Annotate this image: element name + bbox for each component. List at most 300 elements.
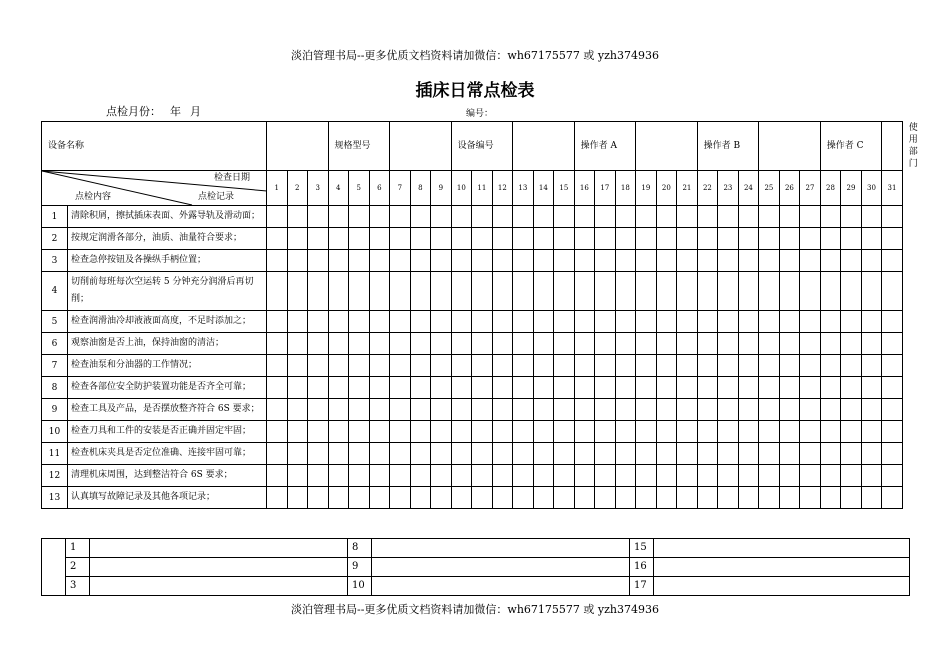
record-cell[interactable] — [554, 311, 575, 333]
record-cell[interactable] — [779, 333, 800, 355]
record-cell[interactable] — [718, 421, 739, 443]
record-cell[interactable] — [738, 228, 759, 250]
record-cell[interactable] — [574, 377, 595, 399]
record-cell[interactable] — [800, 421, 821, 443]
record-cell[interactable] — [451, 465, 472, 487]
record-cell[interactable] — [820, 399, 841, 421]
record-cell[interactable] — [738, 355, 759, 377]
record-cell[interactable] — [820, 443, 841, 465]
record-cell[interactable] — [841, 443, 862, 465]
record-cell[interactable] — [410, 355, 431, 377]
record-cell[interactable] — [677, 465, 698, 487]
record-cell[interactable] — [369, 228, 390, 250]
record-cell[interactable] — [738, 421, 759, 443]
record-cell[interactable] — [800, 487, 821, 509]
equipment-number-field[interactable] — [513, 122, 575, 171]
record-cell[interactable] — [328, 311, 349, 333]
record-cell[interactable] — [656, 355, 677, 377]
record-cell[interactable] — [390, 206, 411, 228]
record-cell[interactable] — [595, 399, 616, 421]
record-cell[interactable] — [841, 333, 862, 355]
record-cell[interactable] — [677, 311, 698, 333]
record-cell[interactable] — [861, 228, 882, 250]
record-cell[interactable] — [759, 311, 780, 333]
record-cell[interactable] — [759, 421, 780, 443]
record-cell[interactable] — [492, 443, 513, 465]
record-cell[interactable] — [820, 377, 841, 399]
record-cell[interactable] — [636, 421, 657, 443]
record-cell[interactable] — [513, 355, 534, 377]
note-field[interactable] — [372, 577, 630, 596]
record-cell[interactable] — [656, 272, 677, 311]
record-cell[interactable] — [431, 421, 452, 443]
record-cell[interactable] — [554, 333, 575, 355]
record-cell[interactable] — [472, 443, 493, 465]
record-cell[interactable] — [595, 377, 616, 399]
record-cell[interactable] — [513, 377, 534, 399]
record-cell[interactable] — [472, 206, 493, 228]
record-cell[interactable] — [779, 355, 800, 377]
record-cell[interactable] — [308, 228, 329, 250]
record-cell[interactable] — [431, 250, 452, 272]
record-cell[interactable] — [779, 250, 800, 272]
record-cell[interactable] — [533, 250, 554, 272]
record-cell[interactable] — [308, 377, 329, 399]
record-cell[interactable] — [287, 377, 308, 399]
record-cell[interactable] — [308, 399, 329, 421]
record-cell[interactable] — [451, 377, 472, 399]
record-cell[interactable] — [431, 272, 452, 311]
record-cell[interactable] — [287, 355, 308, 377]
record-cell[interactable] — [738, 311, 759, 333]
record-cell[interactable] — [451, 250, 472, 272]
record-cell[interactable] — [718, 272, 739, 311]
record-cell[interactable] — [410, 272, 431, 311]
record-cell[interactable] — [349, 421, 370, 443]
record-cell[interactable] — [861, 377, 882, 399]
record-cell[interactable] — [369, 206, 390, 228]
record-cell[interactable] — [677, 228, 698, 250]
record-cell[interactable] — [841, 421, 862, 443]
record-cell[interactable] — [431, 377, 452, 399]
record-cell[interactable] — [595, 355, 616, 377]
record-cell[interactable] — [636, 333, 657, 355]
record-cell[interactable] — [759, 250, 780, 272]
record-cell[interactable] — [431, 206, 452, 228]
record-cell[interactable] — [308, 250, 329, 272]
record-cell[interactable] — [554, 465, 575, 487]
record-cell[interactable] — [369, 377, 390, 399]
record-cell[interactable] — [451, 228, 472, 250]
record-cell[interactable] — [533, 206, 554, 228]
record-cell[interactable] — [349, 355, 370, 377]
record-cell[interactable] — [349, 443, 370, 465]
record-cell[interactable] — [451, 333, 472, 355]
record-cell[interactable] — [738, 377, 759, 399]
record-cell[interactable] — [800, 355, 821, 377]
record-cell[interactable] — [554, 228, 575, 250]
record-cell[interactable] — [287, 250, 308, 272]
record-cell[interactable] — [882, 377, 903, 399]
record-cell[interactable] — [451, 443, 472, 465]
record-cell[interactable] — [595, 250, 616, 272]
record-cell[interactable] — [800, 206, 821, 228]
record-cell[interactable] — [492, 421, 513, 443]
record-cell[interactable] — [431, 333, 452, 355]
record-cell[interactable] — [738, 206, 759, 228]
record-cell[interactable] — [451, 311, 472, 333]
record-cell[interactable] — [656, 443, 677, 465]
record-cell[interactable] — [513, 311, 534, 333]
record-cell[interactable] — [882, 421, 903, 443]
record-cell[interactable] — [349, 206, 370, 228]
record-cell[interactable] — [861, 272, 882, 311]
record-cell[interactable] — [841, 206, 862, 228]
record-cell[interactable] — [513, 250, 534, 272]
record-cell[interactable] — [513, 399, 534, 421]
record-cell[interactable] — [677, 250, 698, 272]
record-cell[interactable] — [800, 399, 821, 421]
record-cell[interactable] — [574, 311, 595, 333]
record-cell[interactable] — [697, 377, 718, 399]
record-cell[interactable] — [800, 272, 821, 311]
record-cell[interactable] — [287, 311, 308, 333]
record-cell[interactable] — [349, 311, 370, 333]
record-cell[interactable] — [882, 272, 903, 311]
record-cell[interactable] — [656, 465, 677, 487]
record-cell[interactable] — [390, 399, 411, 421]
record-cell[interactable] — [800, 443, 821, 465]
record-cell[interactable] — [472, 311, 493, 333]
record-cell[interactable] — [533, 228, 554, 250]
record-cell[interactable] — [554, 377, 575, 399]
record-cell[interactable] — [533, 377, 554, 399]
record-cell[interactable] — [574, 333, 595, 355]
record-cell[interactable] — [308, 465, 329, 487]
record-cell[interactable] — [738, 272, 759, 311]
record-cell[interactable] — [615, 206, 636, 228]
note-field[interactable] — [654, 577, 910, 596]
record-cell[interactable] — [349, 487, 370, 509]
record-cell[interactable] — [759, 355, 780, 377]
record-cell[interactable] — [287, 272, 308, 311]
record-cell[interactable] — [759, 443, 780, 465]
record-cell[interactable] — [718, 333, 739, 355]
record-cell[interactable] — [533, 355, 554, 377]
record-cell[interactable] — [369, 333, 390, 355]
record-cell[interactable] — [472, 228, 493, 250]
record-cell[interactable] — [492, 228, 513, 250]
record-cell[interactable] — [287, 443, 308, 465]
record-cell[interactable] — [369, 443, 390, 465]
record-cell[interactable] — [410, 443, 431, 465]
record-cell[interactable] — [267, 272, 288, 311]
record-cell[interactable] — [615, 333, 636, 355]
record-cell[interactable] — [882, 333, 903, 355]
record-cell[interactable] — [287, 399, 308, 421]
record-cell[interactable] — [636, 377, 657, 399]
record-cell[interactable] — [677, 443, 698, 465]
record-cell[interactable] — [369, 487, 390, 509]
record-cell[interactable] — [328, 355, 349, 377]
record-cell[interactable] — [615, 443, 636, 465]
record-cell[interactable] — [492, 399, 513, 421]
record-cell[interactable] — [882, 465, 903, 487]
record-cell[interactable] — [820, 421, 841, 443]
record-cell[interactable] — [636, 272, 657, 311]
record-cell[interactable] — [369, 399, 390, 421]
record-cell[interactable] — [369, 272, 390, 311]
record-cell[interactable] — [267, 206, 288, 228]
record-cell[interactable] — [718, 465, 739, 487]
record-cell[interactable] — [574, 355, 595, 377]
record-cell[interactable] — [308, 206, 329, 228]
record-cell[interactable] — [390, 487, 411, 509]
record-cell[interactable] — [595, 311, 616, 333]
record-cell[interactable] — [287, 487, 308, 509]
record-cell[interactable] — [287, 206, 308, 228]
note-field[interactable] — [372, 558, 630, 577]
record-cell[interactable] — [595, 272, 616, 311]
record-cell[interactable] — [410, 228, 431, 250]
record-cell[interactable] — [431, 487, 452, 509]
record-cell[interactable] — [779, 399, 800, 421]
record-cell[interactable] — [841, 465, 862, 487]
record-cell[interactable] — [574, 206, 595, 228]
record-cell[interactable] — [595, 443, 616, 465]
record-cell[interactable] — [759, 206, 780, 228]
record-cell[interactable] — [513, 443, 534, 465]
record-cell[interactable] — [328, 333, 349, 355]
record-cell[interactable] — [779, 206, 800, 228]
record-cell[interactable] — [677, 206, 698, 228]
record-cell[interactable] — [410, 421, 431, 443]
record-cell[interactable] — [533, 465, 554, 487]
record-cell[interactable] — [390, 228, 411, 250]
record-cell[interactable] — [410, 250, 431, 272]
record-cell[interactable] — [656, 250, 677, 272]
record-cell[interactable] — [615, 399, 636, 421]
record-cell[interactable] — [841, 272, 862, 311]
operator-b-field[interactable] — [759, 122, 821, 171]
record-cell[interactable] — [636, 250, 657, 272]
record-cell[interactable] — [636, 465, 657, 487]
record-cell[interactable] — [841, 487, 862, 509]
record-cell[interactable] — [451, 487, 472, 509]
record-cell[interactable] — [697, 250, 718, 272]
record-cell[interactable] — [574, 443, 595, 465]
record-cell[interactable] — [595, 421, 616, 443]
record-cell[interactable] — [697, 228, 718, 250]
record-cell[interactable] — [615, 487, 636, 509]
record-cell[interactable] — [287, 228, 308, 250]
record-cell[interactable] — [820, 272, 841, 311]
record-cell[interactable] — [697, 421, 718, 443]
record-cell[interactable] — [451, 272, 472, 311]
record-cell[interactable] — [533, 443, 554, 465]
record-cell[interactable] — [677, 272, 698, 311]
record-cell[interactable] — [861, 421, 882, 443]
record-cell[interactable] — [738, 443, 759, 465]
record-cell[interactable] — [390, 377, 411, 399]
record-cell[interactable] — [738, 399, 759, 421]
record-cell[interactable] — [267, 333, 288, 355]
record-cell[interactable] — [677, 487, 698, 509]
record-cell[interactable] — [513, 272, 534, 311]
record-cell[interactable] — [759, 399, 780, 421]
record-cell[interactable] — [349, 399, 370, 421]
record-cell[interactable] — [328, 487, 349, 509]
record-cell[interactable] — [861, 250, 882, 272]
record-cell[interactable] — [636, 399, 657, 421]
note-field[interactable] — [90, 577, 348, 596]
record-cell[interactable] — [472, 421, 493, 443]
record-cell[interactable] — [615, 228, 636, 250]
record-cell[interactable] — [656, 333, 677, 355]
record-cell[interactable] — [779, 228, 800, 250]
record-cell[interactable] — [472, 487, 493, 509]
record-cell[interactable] — [472, 355, 493, 377]
record-cell[interactable] — [267, 250, 288, 272]
record-cell[interactable] — [759, 272, 780, 311]
record-cell[interactable] — [554, 355, 575, 377]
record-cell[interactable] — [718, 377, 739, 399]
operator-a-field[interactable] — [636, 122, 698, 171]
record-cell[interactable] — [595, 465, 616, 487]
record-cell[interactable] — [841, 228, 862, 250]
record-cell[interactable] — [308, 487, 329, 509]
record-cell[interactable] — [472, 333, 493, 355]
record-cell[interactable] — [677, 377, 698, 399]
record-cell[interactable] — [718, 311, 739, 333]
record-cell[interactable] — [513, 228, 534, 250]
record-cell[interactable] — [718, 250, 739, 272]
record-cell[interactable] — [656, 228, 677, 250]
record-cell[interactable] — [390, 250, 411, 272]
record-cell[interactable] — [267, 228, 288, 250]
record-cell[interactable] — [595, 206, 616, 228]
record-cell[interactable] — [800, 228, 821, 250]
record-cell[interactable] — [513, 487, 534, 509]
record-cell[interactable] — [841, 355, 862, 377]
record-cell[interactable] — [882, 443, 903, 465]
record-cell[interactable] — [800, 465, 821, 487]
record-cell[interactable] — [656, 377, 677, 399]
record-cell[interactable] — [882, 355, 903, 377]
record-cell[interactable] — [738, 487, 759, 509]
record-cell[interactable] — [349, 250, 370, 272]
record-cell[interactable] — [636, 206, 657, 228]
record-cell[interactable] — [410, 311, 431, 333]
record-cell[interactable] — [615, 421, 636, 443]
record-cell[interactable] — [308, 333, 329, 355]
record-cell[interactable] — [369, 421, 390, 443]
record-cell[interactable] — [369, 250, 390, 272]
record-cell[interactable] — [390, 272, 411, 311]
record-cell[interactable] — [718, 206, 739, 228]
record-cell[interactable] — [718, 443, 739, 465]
record-cell[interactable] — [533, 333, 554, 355]
record-cell[interactable] — [492, 250, 513, 272]
record-cell[interactable] — [574, 228, 595, 250]
record-cell[interactable] — [800, 333, 821, 355]
record-cell[interactable] — [820, 487, 841, 509]
record-cell[interactable] — [882, 206, 903, 228]
record-cell[interactable] — [287, 465, 308, 487]
record-cell[interactable] — [513, 421, 534, 443]
record-cell[interactable] — [390, 443, 411, 465]
record-cell[interactable] — [349, 377, 370, 399]
record-cell[interactable] — [738, 333, 759, 355]
record-cell[interactable] — [697, 272, 718, 311]
record-cell[interactable] — [615, 465, 636, 487]
record-cell[interactable] — [267, 377, 288, 399]
record-cell[interactable] — [615, 272, 636, 311]
record-cell[interactable] — [615, 377, 636, 399]
record-cell[interactable] — [656, 206, 677, 228]
record-cell[interactable] — [697, 355, 718, 377]
record-cell[interactable] — [513, 333, 534, 355]
record-cell[interactable] — [574, 250, 595, 272]
record-cell[interactable] — [267, 421, 288, 443]
record-cell[interactable] — [431, 228, 452, 250]
record-cell[interactable] — [328, 465, 349, 487]
record-cell[interactable] — [328, 399, 349, 421]
record-cell[interactable] — [841, 399, 862, 421]
record-cell[interactable] — [759, 487, 780, 509]
record-cell[interactable] — [697, 465, 718, 487]
record-cell[interactable] — [554, 421, 575, 443]
record-cell[interactable] — [861, 333, 882, 355]
record-cell[interactable] — [718, 487, 739, 509]
record-cell[interactable] — [861, 443, 882, 465]
record-cell[interactable] — [328, 272, 349, 311]
record-cell[interactable] — [759, 228, 780, 250]
record-cell[interactable] — [882, 228, 903, 250]
record-cell[interactable] — [533, 399, 554, 421]
record-cell[interactable] — [759, 333, 780, 355]
record-cell[interactable] — [287, 333, 308, 355]
record-cell[interactable] — [861, 311, 882, 333]
record-cell[interactable] — [492, 333, 513, 355]
record-cell[interactable] — [410, 399, 431, 421]
record-cell[interactable] — [759, 465, 780, 487]
record-cell[interactable] — [492, 272, 513, 311]
record-cell[interactable] — [677, 333, 698, 355]
record-cell[interactable] — [390, 355, 411, 377]
record-cell[interactable] — [410, 487, 431, 509]
record-cell[interactable] — [841, 311, 862, 333]
record-cell[interactable] — [328, 228, 349, 250]
record-cell[interactable] — [410, 465, 431, 487]
record-cell[interactable] — [369, 355, 390, 377]
record-cell[interactable] — [779, 272, 800, 311]
record-cell[interactable] — [636, 443, 657, 465]
record-cell[interactable] — [267, 443, 288, 465]
record-cell[interactable] — [882, 487, 903, 509]
record-cell[interactable] — [513, 465, 534, 487]
record-cell[interactable] — [492, 206, 513, 228]
record-cell[interactable] — [267, 487, 288, 509]
note-field[interactable] — [654, 558, 910, 577]
record-cell[interactable] — [554, 206, 575, 228]
record-cell[interactable] — [861, 355, 882, 377]
record-cell[interactable] — [533, 421, 554, 443]
record-cell[interactable] — [656, 487, 677, 509]
record-cell[interactable] — [574, 487, 595, 509]
record-cell[interactable] — [861, 465, 882, 487]
record-cell[interactable] — [431, 311, 452, 333]
